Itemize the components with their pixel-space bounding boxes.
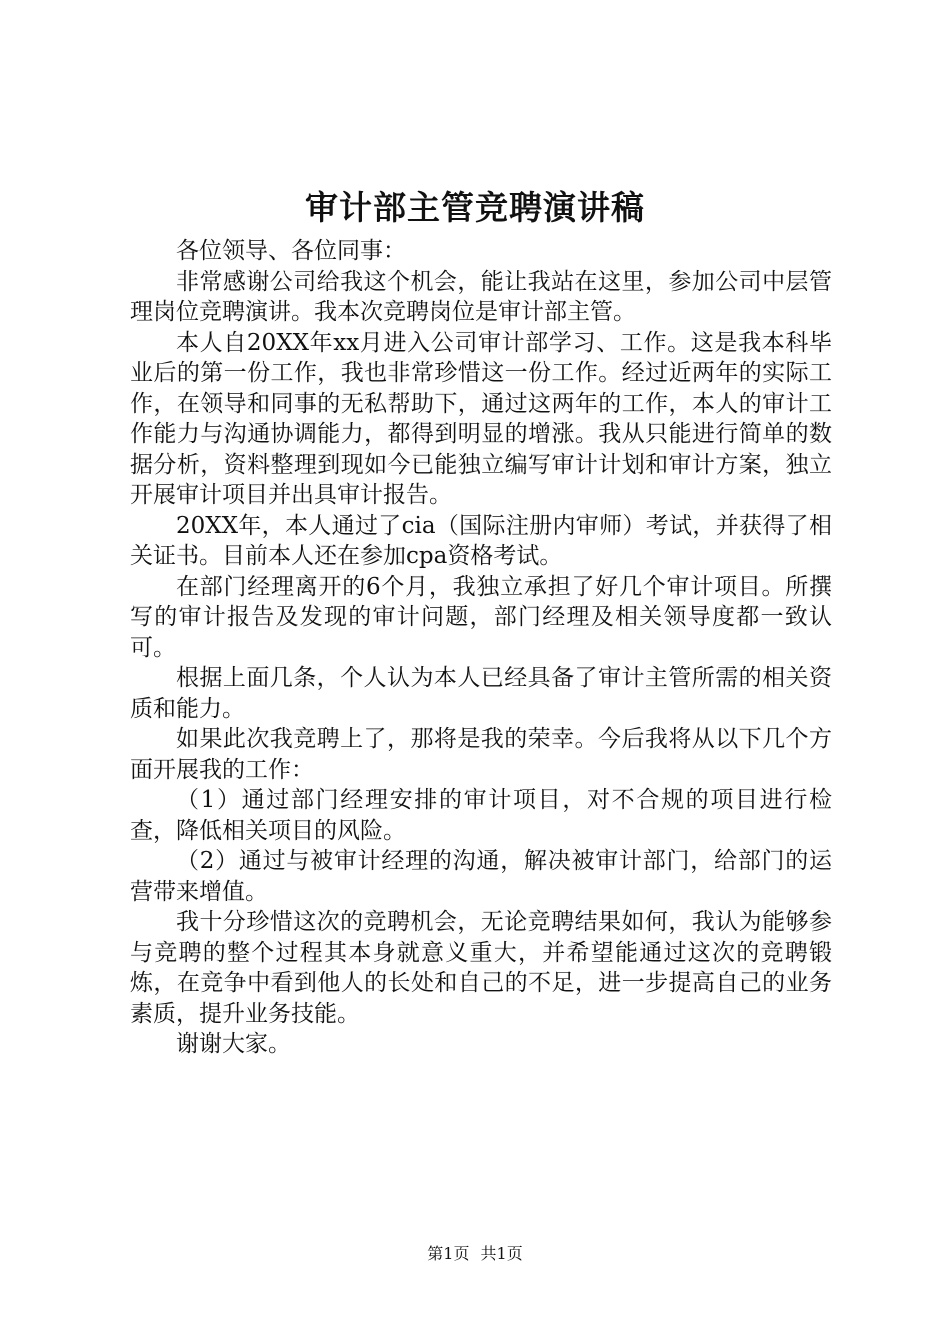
- paragraph: 非常感谢公司给我这个机会，能让我站在这里，参加公司中层管理岗位竞聘演讲。我本次竞聘岗位是审计部主管。: [130, 268, 832, 325]
- list-item: （2）通过与被审计经理的沟通，解决被审计部门，给部门的运营带来增值。: [130, 848, 832, 905]
- paragraph: 在部门经理离开的6个月，我独立承担了好几个审计项目。所撰写的审计报告及发现的审计问题，部门经理及相关领导度都一致认可。: [130, 573, 832, 661]
- page-footer: [0, 1243, 950, 1265]
- page-total: 共1页: [480, 1244, 523, 1263]
- document-body: [130, 236, 832, 1060]
- page-number: 第1页: [427, 1244, 470, 1263]
- list-item: （1）通过部门经理安排的审计项目，对不合规的项目进行检查，降低相关项目的风险。: [130, 787, 832, 844]
- paragraph: 如果此次我竞聘上了，那将是我的荣幸。今后我将从以下几个方面开展我的工作：: [130, 726, 832, 783]
- document-title: 审计部主管竞聘演讲稿: [305, 188, 645, 227]
- paragraph: 20XX年，本人通过了cia（国际注册内审师）考试，并获得了相关证书。目前本人还在参加cpa资格考试。: [130, 512, 832, 569]
- paragraph-greeting: 各位领导、各位同事：: [176, 238, 406, 264]
- paragraph: 我十分珍惜这次的竞聘机会，无论竞聘结果如何，我认为能够参与竞聘的整个过程其本身就意义重大，并希望能通过这次的竞聘锻炼，在竞争中看到他人的长处和自己的不足，进一步提高自己的业务素质，提升业务技能。: [130, 909, 832, 1027]
- paragraph: 本人自20XX年xx月进入公司审计部学习、工作。这是我本科毕业后的第一份工作，我也非常珍惜这一份工作。经过近两年的实际工作，在领导和同事的无私帮助下，通过这两年的工作，本人的审计工作能力与沟通协调能力，都得到明显的增涨。我从只能进行简单的数据分析，资料整理到现如今已能独立编写审计计划和审计方案，独立开展审计项目并出具审计报告。: [130, 329, 832, 508]
- paragraph-closing: 谢谢大家。: [176, 1031, 291, 1057]
- paragraph: 根据上面几条，个人认为本人已经具备了审计主管所需的相关资质和能力。: [130, 665, 832, 722]
